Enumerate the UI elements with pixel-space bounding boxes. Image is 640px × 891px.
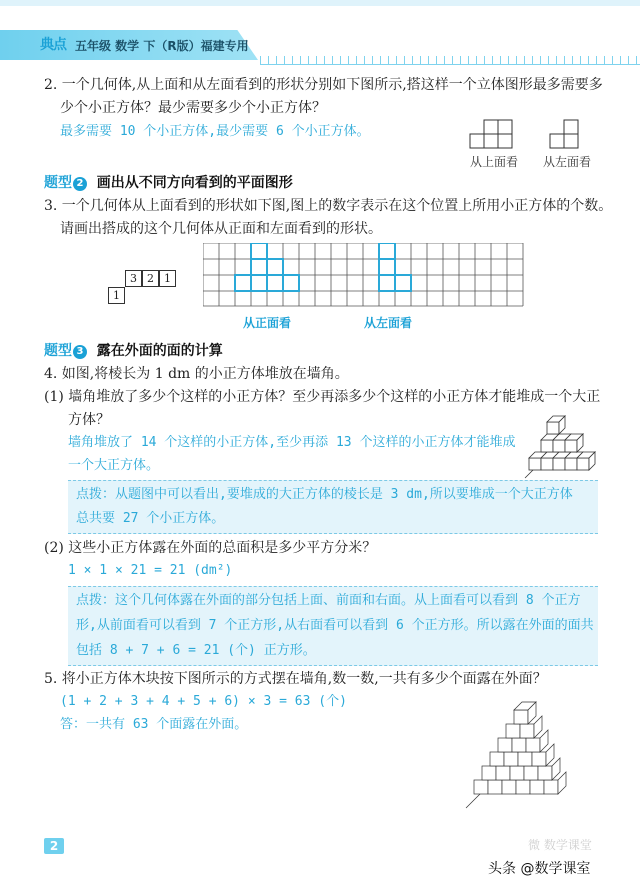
source-watermark: 头条 @数学课室 bbox=[488, 861, 591, 877]
q4-part2-hint1: 点拨：这个几何体露在外面的部分包括上面、前面和右面。从上面看可以看到 8 个正方 bbox=[76, 593, 581, 608]
section3-title: 露在外面的面的计算 bbox=[96, 343, 223, 359]
q5-answer1: (1 + 2 + 3 + 4 + 5 + 6) × 3 = 63 (个) bbox=[60, 694, 347, 709]
q3-answer-grid bbox=[203, 243, 524, 307]
header-title: 五年级 数学 下（R版）福建专用 bbox=[75, 39, 249, 53]
q3-caption-front: 从正面看 bbox=[243, 316, 292, 330]
section2-num: 2 bbox=[73, 177, 87, 191]
q2-caption-left: 从左面看 bbox=[543, 155, 592, 169]
brand-logo: 典点 bbox=[40, 37, 66, 53]
section2-heading bbox=[44, 172, 293, 192]
header-ruler bbox=[260, 56, 640, 65]
q3-caption-left: 从左面看 bbox=[364, 316, 413, 330]
q2-answer: 最多需要 10 个小正方体,最少需要 6 个小正方体。 bbox=[60, 124, 370, 139]
left-view-answer bbox=[379, 243, 411, 291]
q4-part2-answer: 1 × 1 × 21 = 21 (dm²) bbox=[68, 563, 233, 578]
q4-cube-stack-figure bbox=[515, 414, 600, 482]
q3-line1: 3. 一个几何体从上面看到的形状如下图,图上的数字表示在这个位置上所用小正方体的个数。 bbox=[44, 198, 613, 214]
q4-part1-line1: (1) 墙角堆放了多少个这样的小正方体？至少再添多少个这样的小正方体才能堆成一个大正 bbox=[44, 389, 601, 405]
faint-watermark: 微 数学课堂 bbox=[528, 838, 592, 852]
section3-tag: 题型 bbox=[44, 343, 72, 359]
q5-staircase-figure bbox=[462, 692, 602, 812]
q2-view-figures bbox=[462, 112, 592, 152]
q2-caption-top: 从上面看 bbox=[470, 155, 519, 169]
q4-part1-answer1: 墙角堆放了 14 个这样的小正方体,至少再添 13 个这样的小正方体才能堆成 bbox=[68, 435, 516, 450]
q2-left-view-shape bbox=[550, 120, 578, 148]
q4-part1-line2: 方体？ bbox=[68, 412, 110, 428]
header-stripe bbox=[0, 0, 640, 6]
section2-title: 画出从不同方向看到的平面图形 bbox=[96, 175, 293, 191]
q4-part1-answer2: 一个大正方体。 bbox=[68, 458, 160, 473]
page-number: 2 bbox=[44, 838, 64, 854]
top-view-cell: 3 bbox=[125, 270, 142, 287]
q3-line2: 请画出搭成的这个几何体从正面和左面看到的形状。 bbox=[60, 221, 382, 237]
section3-heading bbox=[44, 340, 223, 360]
q4-part1-hint1: 点拨：从题图中可以看出,要堆成的大正方体的棱长是 3 dm,所以要堆成一个大正方体 bbox=[76, 487, 573, 502]
q5-answer2: 答：一共有 63 个面露在外面。 bbox=[60, 717, 248, 732]
q5-line1: 5. 将小正方体木块按下图所示的方式摆在墙角,数一数,一共有多少个面露在外面？ bbox=[44, 671, 547, 687]
q4-part2-hint-box bbox=[68, 586, 598, 666]
front-view-answer bbox=[235, 243, 299, 291]
q4-intro: 4. 如图,将棱长为 1 dm 的小正方体堆放在墙角。 bbox=[44, 366, 349, 382]
q2-line2: 少个小正方体？最少需要多少个小正方体？ bbox=[60, 100, 326, 116]
q2-line1: 2. 一个几何体,从上面和从左面看到的形状分别如下图所示,搭这样一个立体图形最多需要多 bbox=[44, 77, 603, 93]
q4-part2-hint2: 形,从前面看可以看到 7 个正方形,从右面看可以看到 6 个正方形。所以露在外面的面共 bbox=[76, 618, 594, 633]
q2-top-view-shape bbox=[470, 120, 512, 148]
section2-tag: 题型 bbox=[44, 175, 72, 191]
top-view-cell: 1 bbox=[108, 287, 125, 304]
section3-num: 3 bbox=[73, 345, 87, 359]
q4-part1-hint2: 总共要 27 个小正方体。 bbox=[76, 511, 225, 526]
top-view-cell: 1 bbox=[159, 270, 176, 287]
q4-part2-hint3: 包括 8 + 7 + 6 = 21 (个) 正方形。 bbox=[76, 643, 316, 658]
q4-part1-hint-box bbox=[68, 480, 598, 534]
q4-part2-line: (2) 这些小正方体露在外面的总面积是多少平方分米？ bbox=[44, 540, 377, 556]
top-view-cell: 2 bbox=[142, 270, 159, 287]
